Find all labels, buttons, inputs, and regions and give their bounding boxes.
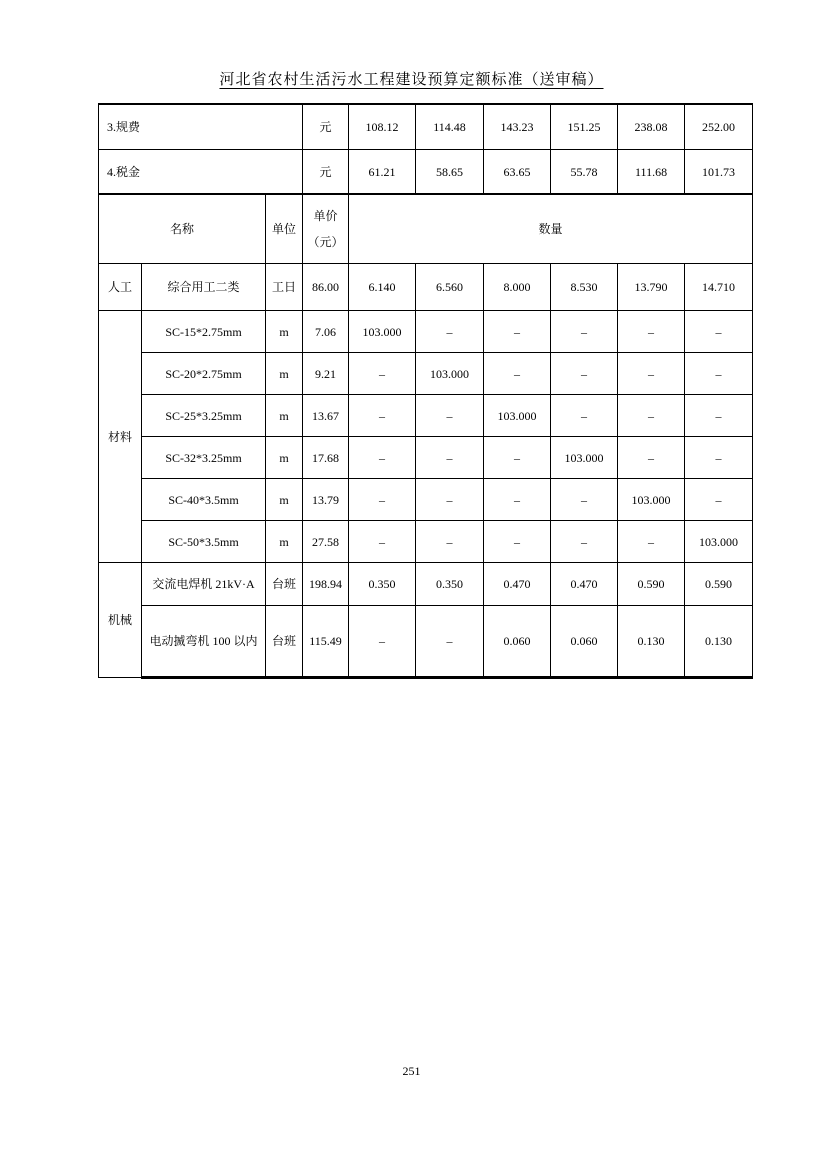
material-row xyxy=(99,437,753,479)
value-cell: – xyxy=(416,395,484,437)
value-cell: – xyxy=(685,437,753,479)
value-cell: – xyxy=(416,437,484,479)
item-name: 综合用工二类 xyxy=(142,264,266,311)
value-cell: 0.350 xyxy=(416,563,484,606)
item-name: SC-15*2.75mm xyxy=(142,311,266,353)
price-cell: 198.94 xyxy=(303,563,349,606)
value-cell: 114.48 xyxy=(416,104,484,150)
value-cell: – xyxy=(685,311,753,353)
page-number: 251 xyxy=(402,1064,421,1078)
item-name: SC-40*3.5mm xyxy=(142,479,266,521)
machine-row xyxy=(99,606,753,678)
value-cell: 108.12 xyxy=(349,104,416,150)
fee-row xyxy=(99,104,753,150)
price-cell: 86.00 xyxy=(303,264,349,311)
value-cell: – xyxy=(685,479,753,521)
value-cell: – xyxy=(618,437,685,479)
header-row xyxy=(99,194,753,264)
value-cell: 0.470 xyxy=(551,563,618,606)
document-title: 河北省农村生活污水工程建设预算定额标准（送审稿） xyxy=(219,72,604,88)
header-price xyxy=(303,194,349,264)
unit-cell: 元 xyxy=(303,104,349,150)
unit-cell: m xyxy=(266,479,303,521)
value-cell: 0.470 xyxy=(484,563,551,606)
value-cell: 55.78 xyxy=(551,150,618,195)
category-cell: 材料 xyxy=(99,311,142,563)
value-cell: 61.21 xyxy=(349,150,416,195)
value-cell: 111.68 xyxy=(618,150,685,195)
unit-cell: 台班 xyxy=(266,606,303,678)
value-cell: 103.000 xyxy=(349,311,416,353)
value-cell: 13.790 xyxy=(618,264,685,311)
row-label: 3.规费 xyxy=(99,104,303,150)
value-cell: – xyxy=(416,479,484,521)
value-cell: 63.65 xyxy=(484,150,551,195)
value-cell: – xyxy=(618,395,685,437)
item-name: SC-25*3.25mm xyxy=(142,395,266,437)
unit-cell: 台班 xyxy=(266,563,303,606)
item-name: 电动揻弯机 100 以内 xyxy=(142,606,266,678)
value-cell: – xyxy=(618,353,685,395)
unit-cell: m xyxy=(266,311,303,353)
material-row xyxy=(99,479,753,521)
unit-cell: m xyxy=(266,521,303,563)
value-cell: 143.23 xyxy=(484,104,551,150)
category-cell: 机械 xyxy=(99,563,142,678)
price-cell: 27.58 xyxy=(303,521,349,563)
labor-row xyxy=(99,264,753,311)
value-cell: 103.000 xyxy=(551,437,618,479)
header-price-line2: （元） xyxy=(307,235,344,249)
value-cell: 238.08 xyxy=(618,104,685,150)
cost-table xyxy=(98,103,753,679)
value-cell: 0.130 xyxy=(618,606,685,678)
value-cell: 103.000 xyxy=(416,353,484,395)
value-cell: – xyxy=(349,479,416,521)
value-cell: – xyxy=(551,311,618,353)
value-cell: 103.000 xyxy=(618,479,685,521)
unit-cell: 工日 xyxy=(266,264,303,311)
value-cell: 101.73 xyxy=(685,150,753,195)
price-cell: 7.06 xyxy=(303,311,349,353)
value-cell: 6.560 xyxy=(416,264,484,311)
value-cell: 0.590 xyxy=(685,563,753,606)
value-cell: – xyxy=(416,606,484,678)
row-label: 4.税金 xyxy=(99,150,303,195)
value-cell: – xyxy=(484,311,551,353)
item-name: SC-32*3.25mm xyxy=(142,437,266,479)
price-cell: 13.67 xyxy=(303,395,349,437)
value-cell: 8.530 xyxy=(551,264,618,311)
value-cell: – xyxy=(349,521,416,563)
price-cell: 17.68 xyxy=(303,437,349,479)
value-cell: – xyxy=(416,521,484,563)
price-cell: 9.21 xyxy=(303,353,349,395)
value-cell: – xyxy=(416,311,484,353)
value-cell: – xyxy=(685,395,753,437)
item-name: 交流电焊机 21kV·A xyxy=(142,563,266,606)
unit-cell: m xyxy=(266,437,303,479)
value-cell: – xyxy=(484,479,551,521)
machine-row xyxy=(99,563,753,606)
value-cell: 103.000 xyxy=(685,521,753,563)
material-row xyxy=(99,353,753,395)
value-cell: 6.140 xyxy=(349,264,416,311)
value-cell: – xyxy=(618,311,685,353)
value-cell: – xyxy=(618,521,685,563)
category-cell: 人工 xyxy=(99,264,142,311)
value-cell: – xyxy=(349,437,416,479)
item-name: SC-20*2.75mm xyxy=(142,353,266,395)
unit-cell: m xyxy=(266,395,303,437)
value-cell: – xyxy=(484,521,551,563)
price-cell: 115.49 xyxy=(303,606,349,678)
item-name: SC-50*3.5mm xyxy=(142,521,266,563)
value-cell: – xyxy=(484,353,551,395)
material-row xyxy=(99,395,753,437)
value-cell: 0.590 xyxy=(618,563,685,606)
header-unit: 单位 xyxy=(266,194,303,264)
material-row xyxy=(99,311,753,353)
value-cell: 0.130 xyxy=(685,606,753,678)
value-cell: 8.000 xyxy=(484,264,551,311)
value-cell: 252.00 xyxy=(685,104,753,150)
value-cell: 151.25 xyxy=(551,104,618,150)
header-price-line1: 单价 xyxy=(313,209,338,223)
value-cell: – xyxy=(685,353,753,395)
value-cell: 103.000 xyxy=(484,395,551,437)
value-cell: 0.060 xyxy=(551,606,618,678)
value-cell: – xyxy=(551,353,618,395)
header-name: 名称 xyxy=(99,194,266,264)
value-cell: – xyxy=(349,606,416,678)
value-cell: 58.65 xyxy=(416,150,484,195)
value-cell: – xyxy=(551,479,618,521)
value-cell: – xyxy=(551,521,618,563)
material-row xyxy=(99,521,753,563)
price-cell: 13.79 xyxy=(303,479,349,521)
value-cell: – xyxy=(349,395,416,437)
value-cell: – xyxy=(551,395,618,437)
tax-row xyxy=(99,150,753,195)
value-cell: 14.710 xyxy=(685,264,753,311)
value-cell: – xyxy=(484,437,551,479)
value-cell: 0.350 xyxy=(349,563,416,606)
unit-cell: 元 xyxy=(303,150,349,195)
header-quantity: 数量 xyxy=(349,194,753,264)
unit-cell: m xyxy=(266,353,303,395)
value-cell: 0.060 xyxy=(484,606,551,678)
value-cell: – xyxy=(349,353,416,395)
